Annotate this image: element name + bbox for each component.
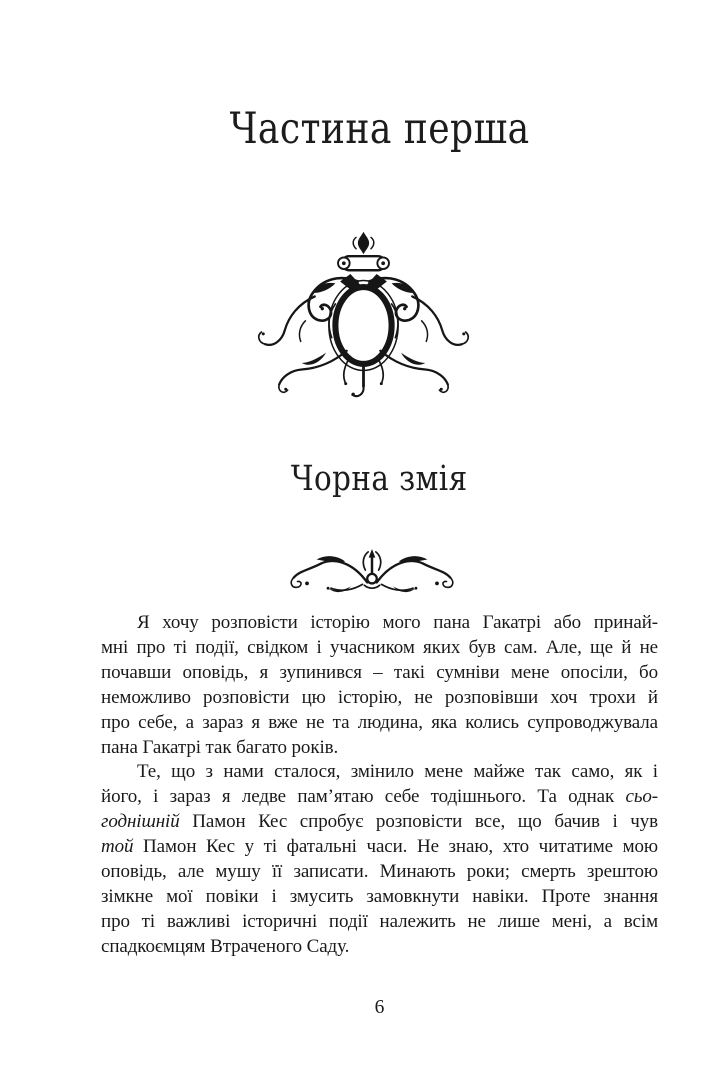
text-segment: про себе, а зараз я вже не та людина, яка колись супроводжувала: [101, 711, 658, 733]
text-segment: годнішній: [101, 811, 180, 833]
text-segment: Памон Кес спробує розповісти все, що бачив і чув: [179, 811, 658, 833]
body-line: [101, 785, 658, 810]
page-number: 6: [374, 997, 385, 1018]
text-segment: оповідь, але мушу її записати. Минають роки; смерть зрештою: [101, 861, 658, 883]
text-segment: сьо-: [625, 786, 658, 808]
body-line: [101, 810, 658, 835]
body-line: [101, 711, 658, 736]
text-segment: неможливо розповісти цю історію, не розповівши хоч трохи й: [101, 686, 658, 708]
body-line: [101, 835, 658, 860]
body-line: [101, 636, 658, 661]
part-title: [101, 104, 658, 156]
cartouche-ornament-icon: [251, 229, 476, 407]
text-segment: мні про ті події, свідком і учасником яких був сам. Але, ще й не: [101, 636, 658, 658]
body-line: [101, 935, 658, 960]
body-text: [101, 611, 658, 960]
chapter-title-text: Чорна змія: [291, 459, 468, 499]
text-segment: спадкоємцям Втраченого Саду.: [101, 935, 350, 957]
body-line: [101, 686, 658, 711]
body-line: [101, 885, 658, 910]
text-segment: Памон Кес у ті фатальні часи. Не знаю, хто читатиме мою: [133, 836, 658, 858]
body-line: [101, 736, 658, 761]
text-segment: зімкне мої повіки і змусить замовкнути навіки. Проте знання: [101, 885, 658, 907]
body-line: [101, 661, 658, 686]
text-segment: його, і зараз я ледве пам’ятаю себе тодішнього. Та однак: [101, 786, 626, 808]
body-line: [101, 760, 658, 785]
text-segment: Те, що з нами сталося, змінило мене майже так само, як і: [137, 761, 658, 783]
text-segment: той: [101, 836, 134, 858]
text-segment: про ті важливі історичні події належить не лише мені, а всім: [101, 910, 658, 932]
text-segment: Я хочу розповісти історію мого пана Гакатрі або принай-: [137, 612, 658, 633]
body-line: [101, 611, 658, 636]
text-segment: пана Гакатрі так багато років.: [101, 736, 339, 758]
text-segment: почавши оповідь, я зупинився – такі сумніви мене опосіли, бо: [101, 661, 658, 683]
chapter-title: [101, 458, 658, 500]
part-title-text: Частина перша: [229, 104, 530, 154]
flourish-divider-icon: [286, 544, 458, 598]
body-line: [101, 860, 658, 885]
body-line: [101, 910, 658, 935]
